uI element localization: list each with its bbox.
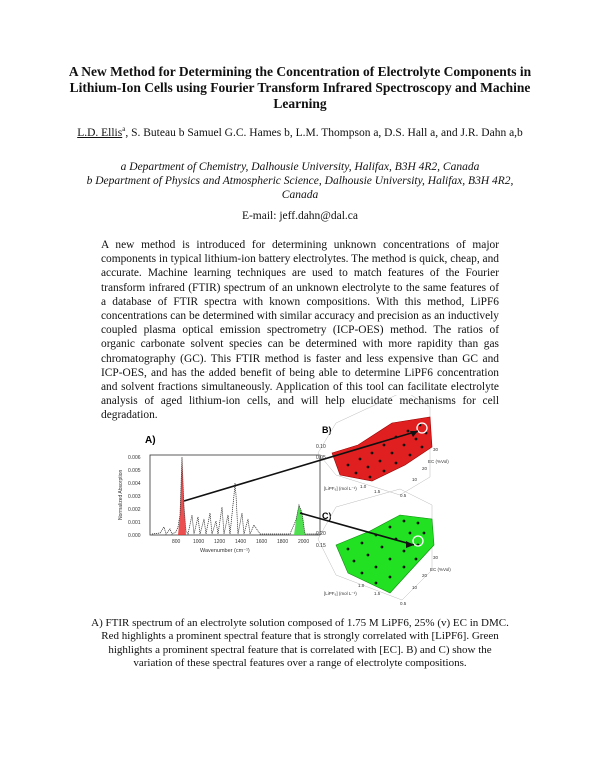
first-author[interactable]: L.D. Ellis	[77, 126, 123, 139]
xtick-4: 1600	[256, 539, 268, 545]
panel-a-yticks	[128, 455, 141, 539]
xtick-1: 1000	[193, 539, 205, 545]
panel-c-ylabel: EC (%Vol)	[430, 567, 451, 572]
figure-caption: A) FTIR spectrum of an electrolyte solution composed of 1.75 M LiPF6, 25% (v) EC in DMC. Red highlights a prominent spectral feature that is strongly correlated with [LiPF6]. Green highlights a prominent spectral feature that is correlated with [EC]. B) and C) show the variation of these spectral features over a range of electrolyte compositions.	[91, 617, 509, 670]
author-list	[70, 122, 530, 140]
panel-b-ylabel: EC (%Vol)	[428, 459, 449, 464]
ytick-5: 0.005	[128, 468, 141, 474]
panel-c-ytick-2: 10	[412, 585, 418, 590]
panel-a-label: A)	[145, 435, 156, 446]
ytick-1: 0.001	[128, 520, 141, 526]
panel-b-xtick-0: 1.0	[360, 484, 367, 489]
xtick-2: 1200	[214, 539, 226, 545]
other-authors: , S. Buteau b Samuel G.C. Hames b, L.M. Thompson a, D.S. Hall a, and J.R. Dahn a,b	[125, 126, 523, 139]
panel-b-ytick-2: 10	[412, 477, 418, 482]
ytick-0: 0.000	[128, 533, 141, 539]
panel-c-ztick-1: 0.15	[316, 543, 326, 549]
panel-b-label: B)	[322, 425, 332, 435]
ytick-4: 0.004	[128, 481, 141, 487]
figure	[100, 395, 520, 615]
panel-a-ylabel: Normalized Absorption	[118, 469, 124, 520]
contact-email[interactable]: E-mail: jeff.dahn@dal.ca	[241, 210, 359, 222]
panel-a-spectrum	[118, 435, 320, 554]
panel-b-ztick-1: 0.05	[316, 455, 326, 461]
panel-c-xtick-1: 1.5	[374, 591, 381, 596]
xtick-3: 1400	[235, 539, 247, 545]
affiliation-b: b Department of Physics and Atmospheric Science, Dalhousie University, Halifax, B3H 4R2, Canada	[86, 175, 514, 201]
panel-c-base-tick: 0.5	[400, 601, 407, 606]
panel-c-xlabel: [LiPF₆] (mol L⁻¹)	[324, 591, 357, 596]
panel-b-ztick-0: 0.10	[316, 444, 326, 450]
ytick-6: 0.006	[128, 455, 141, 461]
abstract-text: A new method is introduced for determining unknown concentrations of major components in typical lithium-ion battery electrolytes. The method is quick, cheap, and accurate. Machine learning techniques are used to match features of the Fourier transform infrared (FTIR) spectrum of an unknown electrolyte to the same features of a database of FTIR spectra with known compositions. With this method, LiPF6 concentrations can be determined with similar accuracy and precision as an inductively coupled plasma optical emission spectrometry (ICP-OES) method. The ratios of organic carbonate solvent species can be determined with more rapidity than gas chromatography (GC). This FTIR method is faster and less expensive than GC and ICP-OES, and has the added benefit of being able to determine LiPF6 concentration and solvent fractions simultaneously. Application of this tool can facilitate electrolyte analysis of aged lithium-ion cells, and will help elucidate mechanisms for cell degradation.	[101, 239, 499, 422]
panel-c-surface	[316, 489, 451, 606]
panel-c-ytick-1: 20	[422, 573, 428, 578]
panel-b-xlabel: [LiPF₆] (mol L⁻¹)	[324, 486, 357, 491]
panel-b-surface	[316, 395, 449, 498]
affiliation-a: a Department of Chemistry, Dalhousie University, Halifax, B3H 4R2, Canada	[120, 161, 480, 173]
panel-b-xtick-1: 1.5	[374, 489, 381, 494]
xtick-0: 800	[172, 539, 181, 545]
panel-c-ytick-0: 30	[433, 555, 439, 560]
panel-a-xlabel: Wavenumber (cm⁻¹)	[200, 548, 250, 554]
panel-b-ytick-1: 20	[422, 466, 428, 471]
ytick-2: 0.002	[128, 507, 141, 513]
panel-c-label: C)	[322, 511, 332, 521]
panel-b-ytick-0: 30	[433, 447, 439, 452]
panel-b-base-tick: 0.5	[400, 493, 407, 498]
xtick-6: 2000	[298, 539, 310, 545]
panel-a-xticks	[172, 539, 309, 545]
first-author-affiliation: a	[122, 125, 126, 133]
ytick-3: 0.003	[128, 494, 141, 500]
panel-c-ztick-0: 0.20	[316, 531, 326, 537]
paper-title: A New Method for Determining the Concentration of Electrolyte Components in Lithium-Ion Cells using Fourier Transform Infrared Spectroscopy and Machine Learning	[68, 64, 532, 111]
affiliations	[70, 160, 530, 202]
red-highlight	[178, 457, 186, 535]
panel-c-xtick-0: 1.0	[358, 583, 365, 588]
xtick-5: 1800	[277, 539, 289, 545]
